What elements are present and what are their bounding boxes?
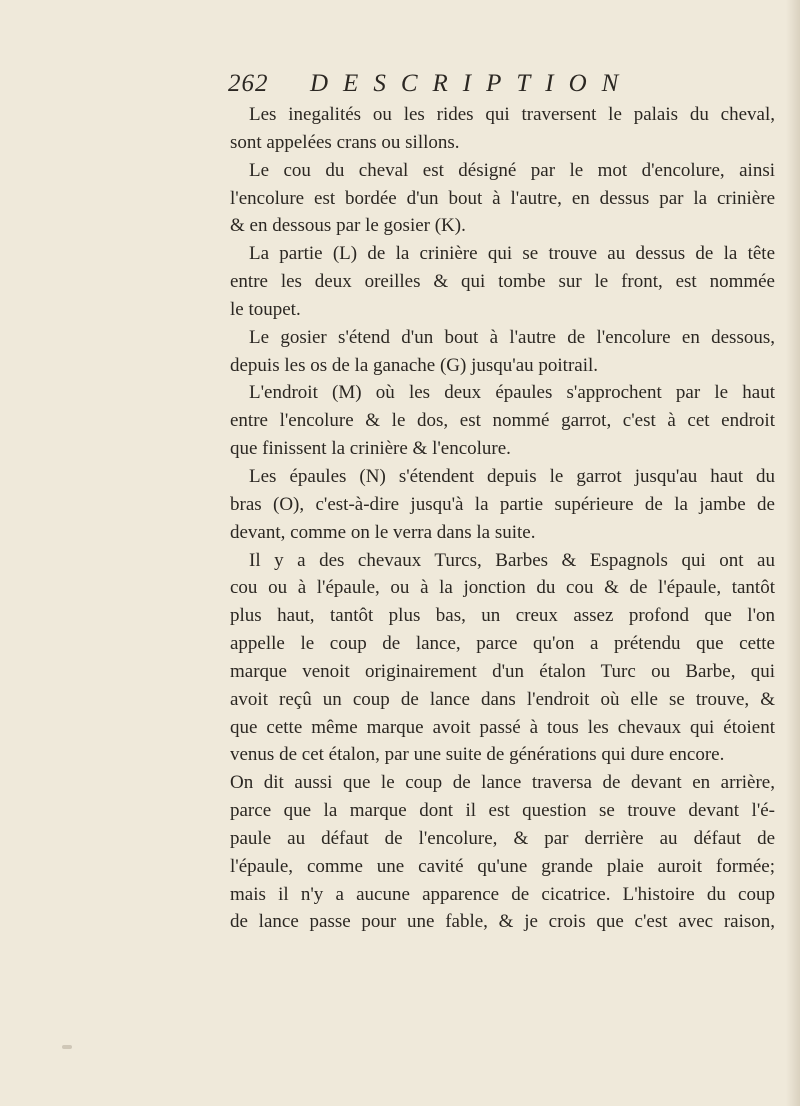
- text-line: On dit aussi que le coup de lance traversa de devant en arrière,: [230, 772, 775, 794]
- text-line: Les épaules (N) s'étendent depuis le garrot jusqu'au haut du: [249, 465, 775, 487]
- text-line: parce que la marque dont il est question se trouve devant l'é-: [230, 800, 775, 822]
- text-line: de lance passe pour une fable, & je crois que c'est avec raison,: [230, 911, 775, 933]
- text-line: entre l'encolure & le dos, est nommé garrot, c'est à cet endroit: [230, 410, 775, 432]
- page-number: 262: [228, 70, 269, 97]
- text-line: appelle le coup de lance, parce qu'on a prétendu que cette: [230, 633, 775, 655]
- text-line: mais il n'y a aucune apparence de cicatrice. L'histoire du coup: [230, 883, 775, 905]
- page-edge-shadow: [786, 0, 800, 1106]
- text-line: que cette même marque avoit passé à tous les chevaux qui étoient: [230, 716, 775, 738]
- text-line: le toupet.: [230, 298, 301, 320]
- text-line: que finissent la crinière & l'encolure.: [230, 438, 511, 460]
- text-line: sont appelées crans ou sillons.: [230, 131, 460, 153]
- text-line: Les inegalités ou les rides qui traversent le palais du cheval,: [249, 104, 775, 125]
- text-line: L'endroit (M) où les deux épaules s'approchent par le haut: [249, 382, 775, 404]
- text-line: & en dessous par le gosier (K).: [230, 215, 466, 237]
- text-line: Il y a des chevaux Turcs, Barbes & Espagnols qui ont au: [249, 549, 775, 571]
- text-line: avoit reçû un coup de lance dans l'endroit où elle se trouve, &: [230, 688, 775, 710]
- text-line: plus haut, tantôt plus bas, un creux assez profond que l'on: [230, 605, 775, 627]
- text-line: venus de cet étalon, par une suite de générations qui dure encore.: [230, 744, 725, 766]
- text-line: l'épaule, comme une cavité qu'une grande plaie auroit formée;: [230, 855, 775, 877]
- text-line: bras (O), c'est-à-dire jusqu'à la partie supérieure de la jambe de: [230, 493, 775, 515]
- running-header: [228, 70, 634, 104]
- text-line: Le cou du cheval est désigné par le mot d'encolure, ainsi: [249, 159, 775, 181]
- text-line: Le gosier s'étend d'un bout à l'autre de l'encolure en dessous,: [249, 326, 775, 348]
- text-line: depuis les os de la ganache (G) jusqu'au poitrail.: [230, 354, 599, 376]
- text-line: marque venoit originairement d'un étalon Turc ou Barbe, qui: [230, 660, 775, 682]
- text-line: entre les deux oreilles & qui tombe sur le front, est nommée: [230, 271, 775, 293]
- running-title: DESCRIPTION: [310, 70, 634, 97]
- paper-spot: [62, 1045, 72, 1049]
- text-line: l'encolure est bordée d'un bout à l'autre, en dessus par la crinière: [230, 187, 775, 209]
- text-line: cou ou à l'épaule, ou à la jonction du cou & de l'épaule, tantôt: [230, 577, 775, 599]
- text-line: paule au défaut de l'encolure, & par derrière au défaut de: [230, 827, 775, 849]
- text-line: La partie (L) de la crinière qui se trouve au dessus de la tête: [249, 243, 775, 265]
- body-text: [230, 101, 775, 936]
- text-line: devant, comme on le verra dans la suite.: [230, 521, 536, 543]
